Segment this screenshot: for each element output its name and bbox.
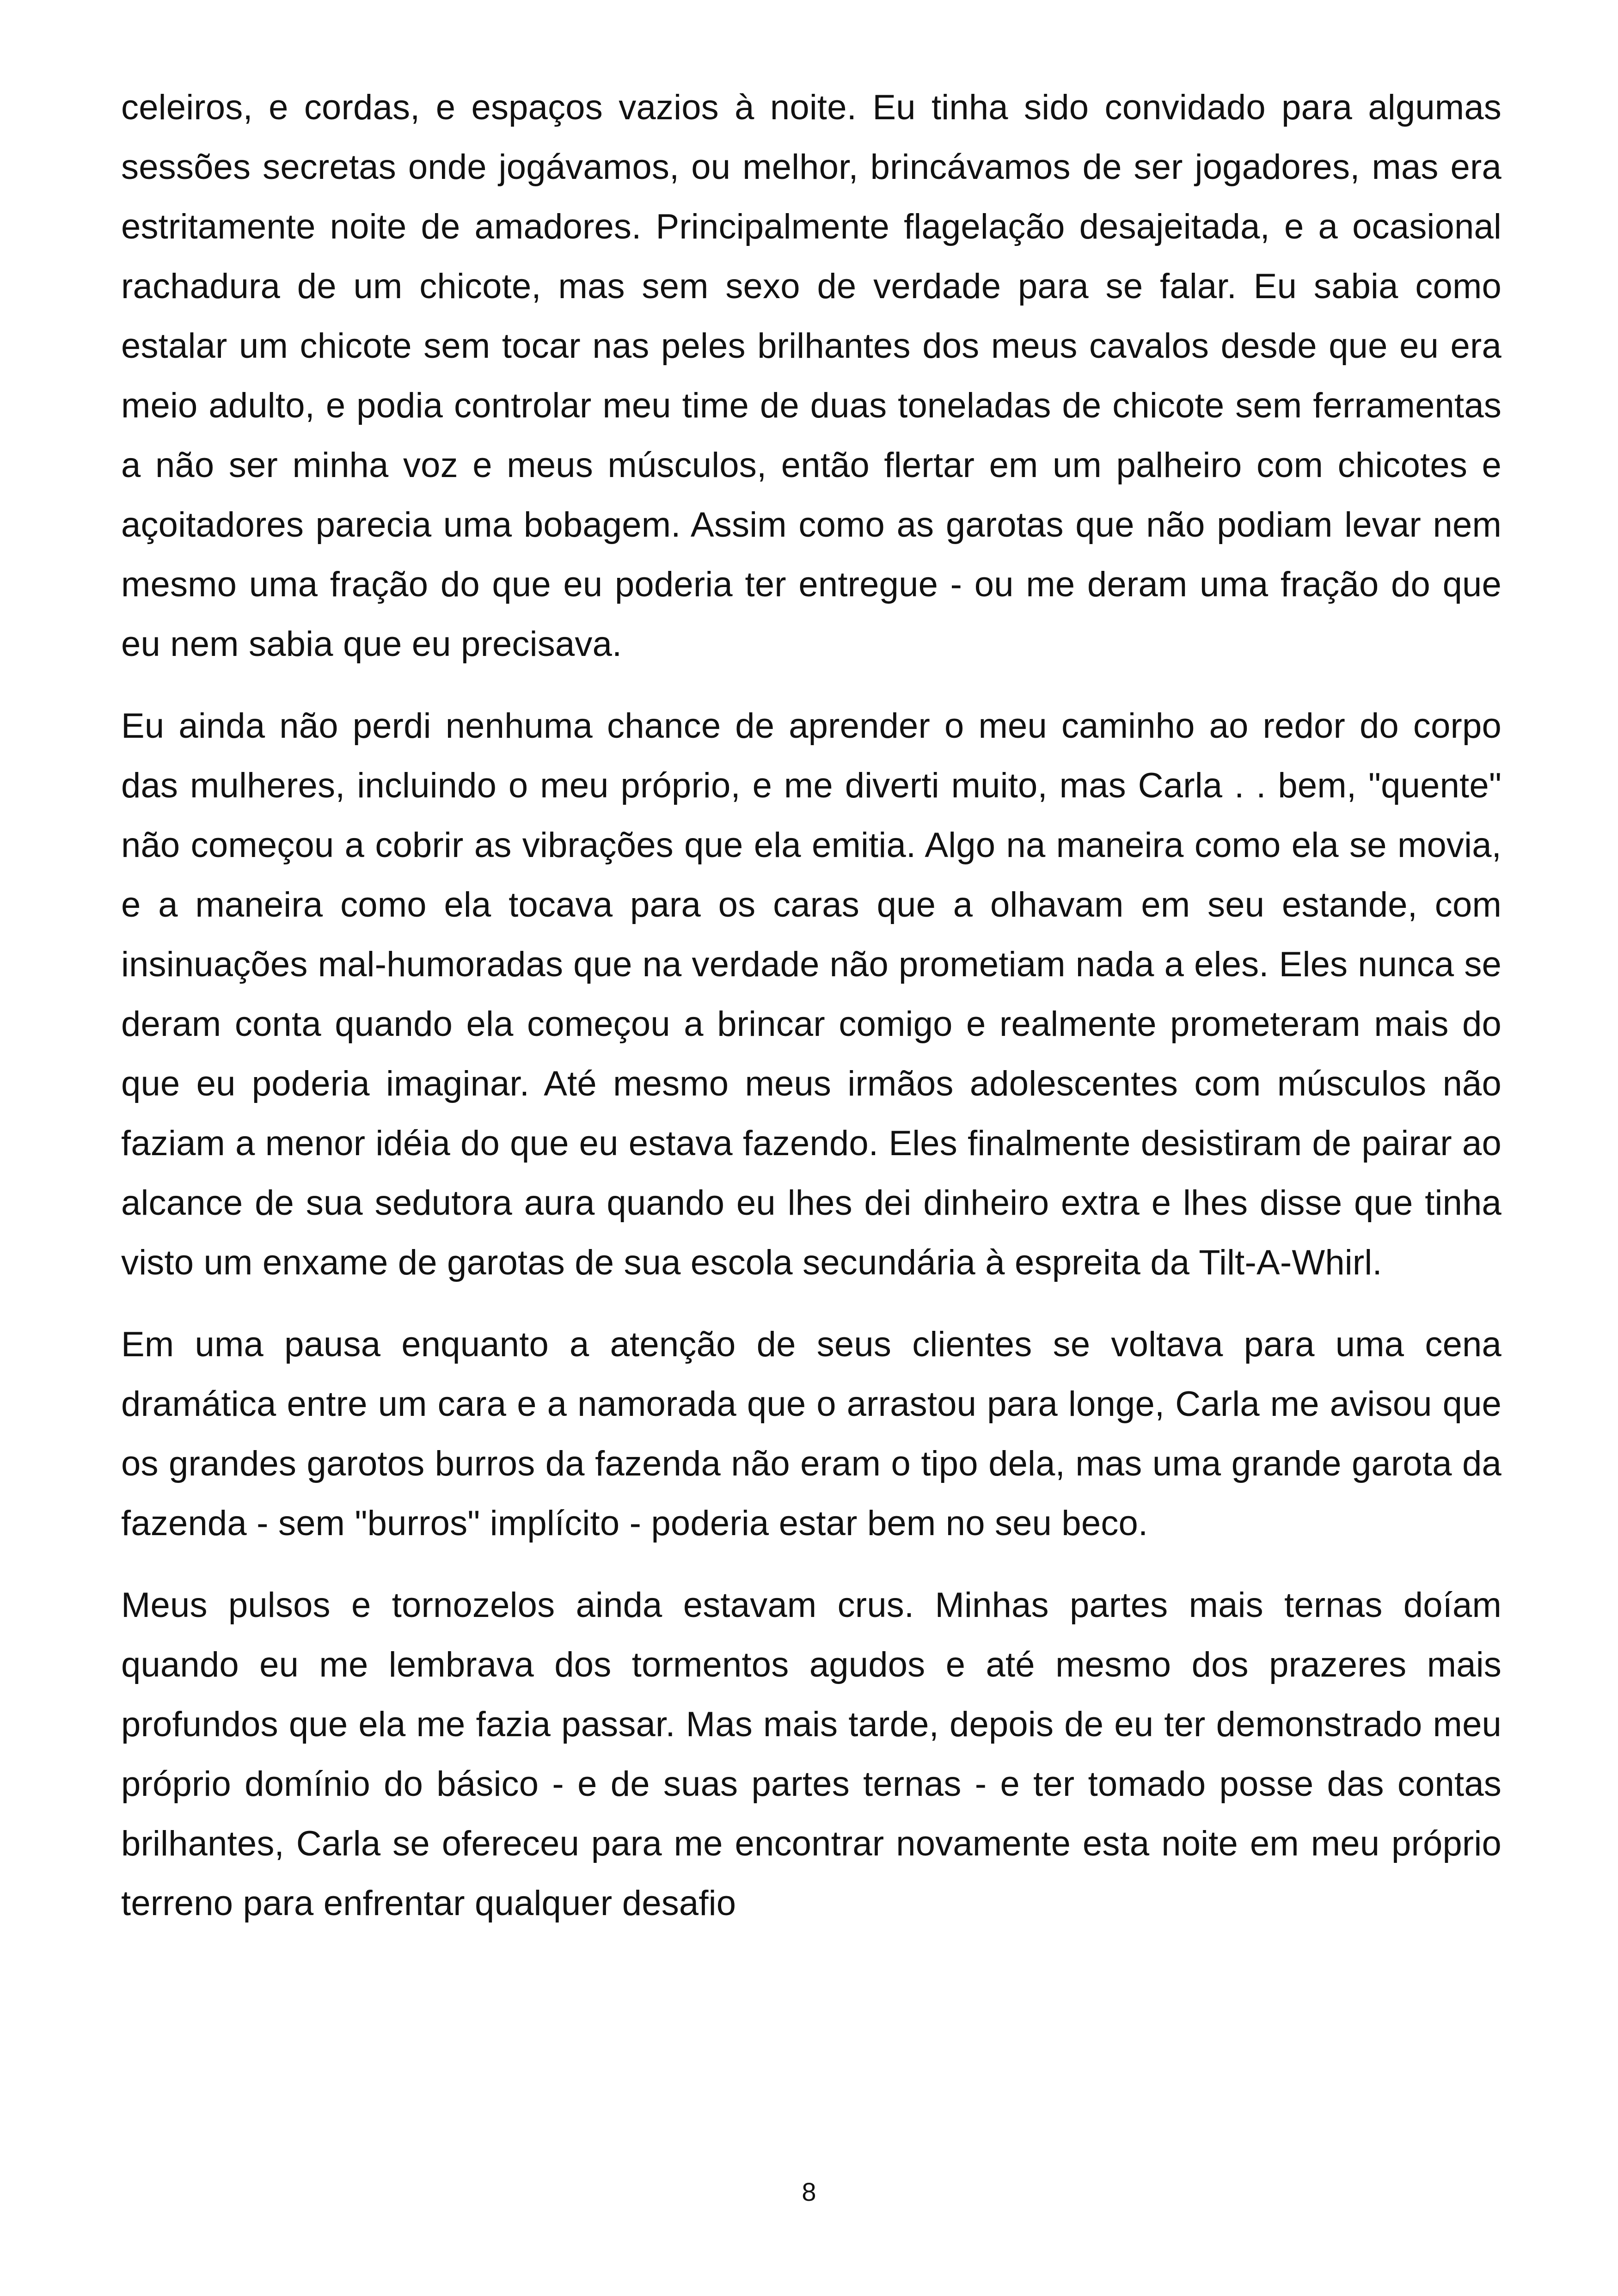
- paragraph-4: Meus pulsos e tornozelos ainda estavam crus. Minhas partes mais ternas doíam quando eu me lembrava dos tormentos agudos e até mesmo dos prazeres mais profundos que ela me fazia passar. Mas mais tarde, depois de eu ter demonstrado meu próprio domínio do básico - e de suas partes ternas - e ter tomado posse das contas brilhantes, Carla se ofereceu para me encontrar novamente esta noite em meu próprio terreno para enfrentar qualquer desafio: [121, 1586, 1502, 1923]
- paragraph-1: celeiros, e cordas, e espaços vazios à noite. Eu tinha sido convidado para algumas sessões secretas onde jogávamos, ou melhor, brincávamos de ser jogadores, mas era estritamente noite de amadores. Principalmente flagelação desajeitada, e a ocasional rachadura de um chicote, mas sem sexo de verdade para se falar. Eu sabia como estalar um chicote sem tocar nas peles brilhantes dos meus cavalos desde que eu era meio adulto, e podia controlar meu time de duas toneladas de chicote sem ferramentas a não ser minha voz e meus músculos, então flertar em um palheiro com chicotes e açoitadores parecia uma bobagem. Assim como as garotas que não podiam levar nem mesmo uma fração do que eu poderia ter entregue - ou me deram uma fração do que eu nem sabia que eu precisava.: [121, 88, 1502, 664]
- body-text: [121, 78, 1502, 1955]
- page-number: 8: [802, 2177, 816, 2206]
- paragraph-3: Em uma pausa enquanto a atenção de seus clientes se voltava para uma cena dramática entre um cara e a namorada que o arrastou para longe, Carla me avisou que os grandes garotos burros da fazenda não eram o tipo dela, mas uma grande garota da fazenda - sem "burros" implícito - poderia estar bem no seu beco.: [121, 1325, 1502, 1543]
- paragraph-2: Eu ainda não perdi nenhuma chance de aprender o meu caminho ao redor do corpo das mulheres, incluindo o meu próprio, e me diverti muito, mas Carla . . bem, "quente" não começou a cobrir as vibrações que ela emitia. Algo na maneira como ela se movia, e a maneira como ela tocava para os caras que a olhavam em seu estande, com insinuações mal-humoradas que na verdade não prometiam nada a eles. Eles nunca se deram conta quando ela começou a brincar comigo e realmente prometeram mais do que eu poderia imaginar. Até mesmo meus irmãos adolescentes com músculos não faziam a menor idéia do que eu estava fazendo. Eles finalmente desistiram de pairar ao alcance de sua sedutora aura quando eu lhes dei dinheiro extra e lhes disse que tinha visto um enxame de garotas de sua escola secundária à espreita da Tilt-A-Whirl.: [121, 706, 1502, 1282]
